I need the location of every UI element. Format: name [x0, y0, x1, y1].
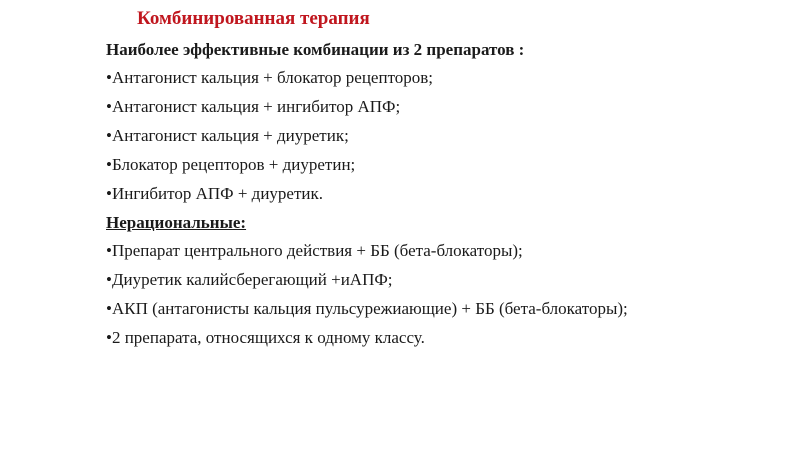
- effective-item-5: •Ингибитор АПФ + диуретик.: [106, 184, 323, 203]
- slide-title: Комбинированная терапия: [137, 8, 370, 29]
- irrational-combinations-heading: Нерациональные:: [106, 213, 247, 232]
- effective-combinations-heading: Наиболее эффективные комбинации из 2 препаратов :: [106, 40, 525, 59]
- irrational-item-3: •АКП (антагонисты кальция пульсурежиающие) + ББ (бета-блокаторы);: [106, 299, 628, 318]
- effective-item-1: •Антагонист кальция + блокатор рецепторов;: [106, 68, 434, 87]
- effective-item-4: •Блокатор рецепторов + диуретин;: [106, 155, 356, 174]
- effective-item-2: •Антагонист кальция + ингибитор АПФ;: [106, 97, 401, 116]
- slide-content: [106, 40, 695, 357]
- irrational-item-2: •Диуретик калийсберегающий +иАПФ;: [106, 270, 393, 289]
- irrational-item-1: •Препарат центрального действия + ББ (бета-блокаторы);: [106, 241, 523, 260]
- effective-item-3: •Антагонист кальция + диуретик;: [106, 126, 349, 145]
- irrational-item-4: •2 препарата, относящихся к одному классу.: [106, 328, 425, 347]
